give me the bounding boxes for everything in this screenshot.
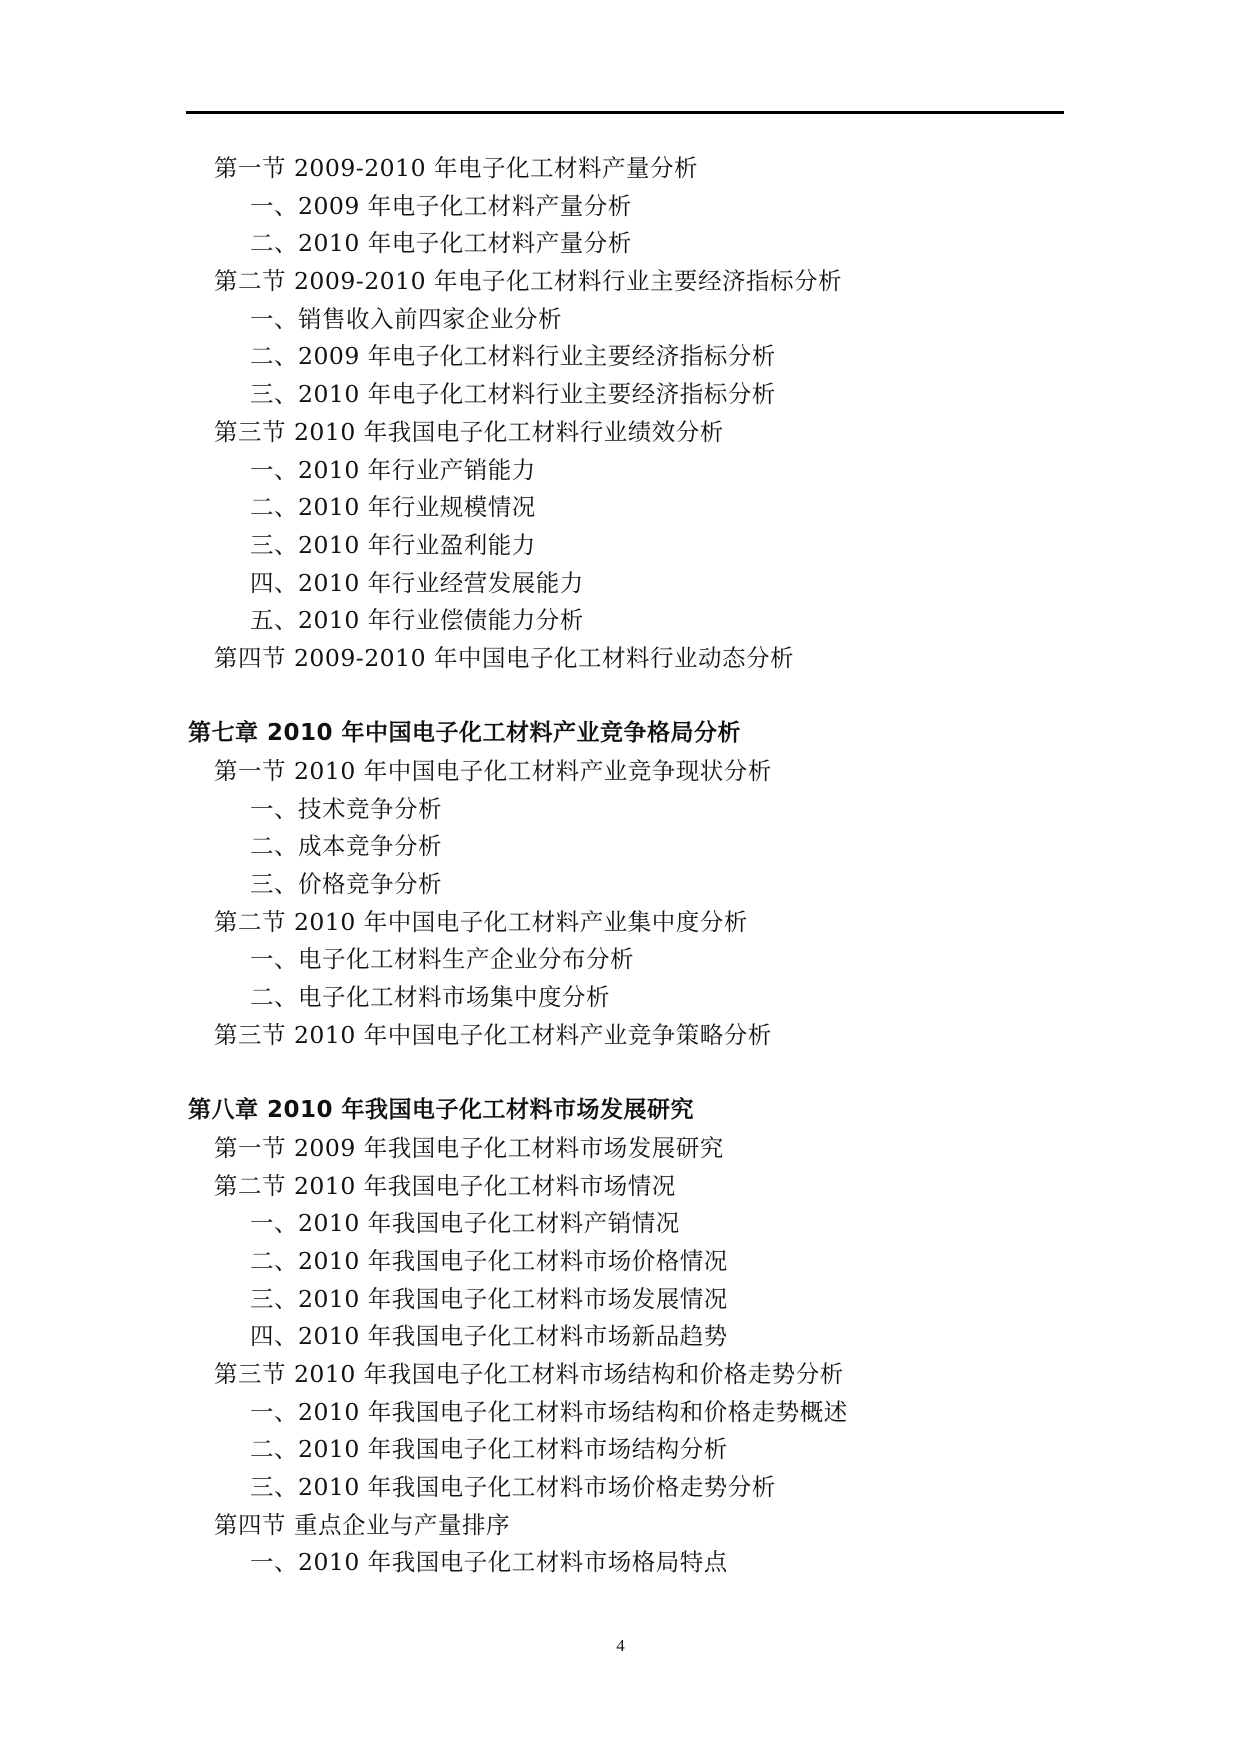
toc-section-entry: 第三节 2010 年我国电子化工材料市场结构和价格走势分析	[214, 1360, 844, 1388]
toc-item-entry: 二、2010 年行业规模情况	[250, 493, 536, 522]
section-spacer	[0, 678, 1241, 716]
toc-item-entry: 一、2010 年行业产销能力	[250, 455, 536, 484]
toc-item-entry: 二、2010 年我国电子化工材料市场价格情况	[250, 1246, 728, 1275]
toc-section-entry: 第一节 2010 年中国电子化工材料产业竞争现状分析	[214, 757, 772, 785]
toc-item-entry: 三、2010 年我国电子化工材料市场价格走势分析	[250, 1473, 776, 1502]
toc-item-entry: 三、2010 年我国电子化工材料市场发展情况	[250, 1284, 728, 1313]
toc-item-entry: 一、2010 年我国电子化工材料市场格局特点	[250, 1548, 728, 1577]
toc-section-entry: 第一节 2009 年我国电子化工材料市场发展研究	[214, 1133, 724, 1162]
table-of-contents	[0, 150, 1241, 1582]
toc-item-entry: 一、2010 年我国电子化工材料市场结构和价格走势概述	[250, 1397, 848, 1426]
toc-item-entry: 二、电子化工材料市场集中度分析	[250, 983, 610, 1012]
toc-item-entry: 三、价格竞争分析	[250, 870, 442, 899]
section-spacer	[0, 1055, 1241, 1093]
toc-section-entry: 第二节 2010 年中国电子化工材料产业集中度分析	[214, 907, 748, 936]
toc-section-entry: 第四节 重点企业与产量排序	[214, 1510, 510, 1539]
toc-item-entry: 二、2009 年电子化工材料行业主要经济指标分析	[250, 342, 776, 371]
toc-section-entry: 第二节 2010 年我国电子化工材料市场情况	[214, 1171, 676, 1200]
toc-chapter-heading: 第八章 2010 年我国电子化工材料市场发展研究	[188, 1097, 695, 1124]
toc-item-entry: 一、2009 年电子化工材料产量分析	[250, 191, 632, 220]
toc-section-entry: 第一节 2009-2010 年电子化工材料产量分析	[214, 154, 698, 182]
toc-section-entry: 第三节 2010 年中国电子化工材料产业竞争策略分析	[214, 1020, 772, 1049]
toc-item-entry: 四、2010 年行业经营发展能力	[250, 568, 584, 597]
toc-item-entry: 四、2010 年我国电子化工材料市场新品趋势	[250, 1322, 728, 1351]
toc-section-entry: 第二节 2009-2010 年电子化工材料行业主要经济指标分析	[214, 267, 842, 296]
toc-item-entry: 二、成本竞争分析	[250, 832, 442, 861]
toc-chapter-heading: 第七章 2010 年中国电子化工材料产业竞争格局分析	[188, 720, 742, 747]
toc-item-entry: 三、2010 年行业盈利能力	[250, 530, 536, 559]
toc-section-entry: 第四节 2009-2010 年中国电子化工材料行业动态分析	[214, 643, 794, 672]
toc-item-entry: 一、技术竞争分析	[250, 794, 442, 823]
toc-item-entry: 二、2010 年电子化工材料产量分析	[250, 229, 632, 258]
toc-item-entry: 一、销售收入前四家企业分析	[250, 304, 562, 333]
toc-item-entry: 一、2010 年我国电子化工材料产销情况	[250, 1209, 680, 1238]
page-number: 4	[616, 1636, 625, 1655]
toc-item-entry: 五、2010 年行业偿债能力分析	[250, 606, 584, 635]
toc-item-entry: 三、2010 年电子化工材料行业主要经济指标分析	[250, 380, 776, 409]
toc-item-entry: 二、2010 年我国电子化工材料市场结构分析	[250, 1435, 728, 1464]
header-rule	[186, 111, 1064, 114]
toc-section-entry: 第三节 2010 年我国电子化工材料行业绩效分析	[214, 417, 724, 446]
toc-item-entry: 一、电子化工材料生产企业分布分析	[250, 945, 634, 974]
